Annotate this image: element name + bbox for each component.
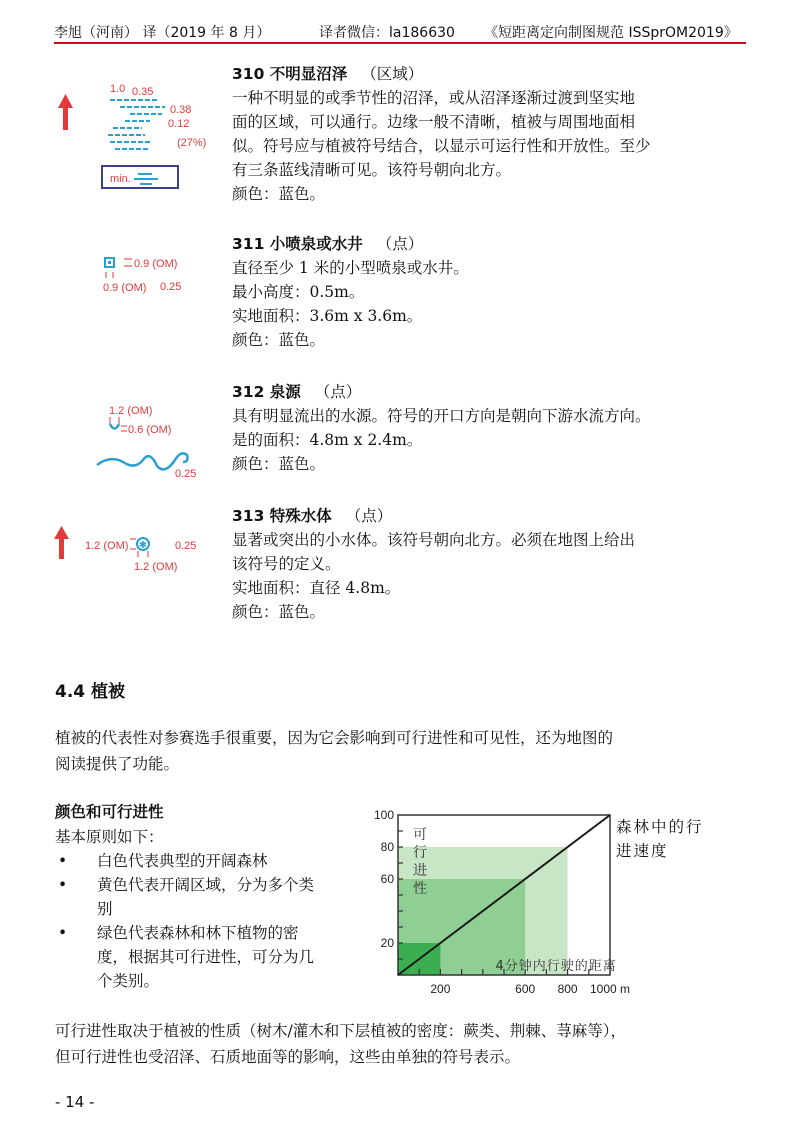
entry-line: 实地面积：3.6m x 3.6m。 [232, 307, 423, 325]
y-tick-label: 20 [380, 936, 394, 950]
entry-line: 显著或突出的小水体。该符号朝向北方。必须在地图上给出 [232, 531, 636, 549]
entry-313 [232, 504, 747, 624]
page-number: - 14 - [55, 1093, 95, 1111]
y-axis-label-char: 进 [413, 863, 427, 879]
section-outro: 可行进性取决于植被的性质（树木/灌木和下层植被的密度：蕨类、荆棘、荨麻等）， 但可行进性也受沼泽、石质地面等的影响，这些由单独的符号表示。 [55, 1022, 626, 1066]
bullet-icon: • [58, 924, 68, 942]
north-arrow-icon [54, 526, 69, 559]
dim-label: 0.9 (OM) [103, 282, 147, 294]
dim-label: 1.2 (OM) [109, 405, 153, 417]
entry-title: 311 小喷泉或水井 （点） [232, 235, 424, 253]
indistinct-marsh-symbol [50, 78, 230, 193]
dim-label: 0.25 [160, 281, 182, 293]
header-book-title: 《短距离定向制图规范 ISSprOM2019》 [484, 25, 738, 41]
svg-text:✱: ✱ [138, 540, 148, 551]
y-tick-label: 60 [380, 872, 394, 886]
list-item: • 绿色代表森林和林下植物的密 度，根据其可行进性，可分为几 个类别。 [55, 921, 365, 993]
entry-line: 实地面积：直径 4.8m。 [232, 579, 401, 597]
y-tick-label: 100 [373, 808, 394, 822]
x-tick-label: 200 [430, 982, 451, 996]
x-tick-label: 1000 m [589, 982, 631, 996]
principle-list [55, 849, 365, 993]
dim-label: 1.0 [110, 83, 126, 95]
min-label: min. [110, 173, 131, 185]
dim-label: (27%) [177, 137, 207, 149]
x-axis-label: 4分钟内行驶的距离 [495, 959, 617, 975]
entry-line: 最小高度：0.5m。 [232, 283, 365, 301]
chart-note: 森林中的行 进速度 [616, 818, 704, 860]
bullet-icon: • [58, 852, 68, 870]
y-tick-label: 80 [380, 840, 394, 854]
y-axis-label-char: 可 [413, 827, 427, 843]
entry-line: 颜色：蓝色。 [232, 185, 326, 203]
dim-label: 0.12 [168, 118, 190, 130]
entry-line: 颜色：蓝色。 [232, 603, 326, 621]
entry-line: 颜色：蓝色。 [232, 331, 326, 349]
small-well-symbol [100, 250, 230, 295]
dim-label: 1.2 (OM) [134, 561, 178, 573]
x-tick-label: 800 [557, 982, 578, 996]
entry-line: 面的区域，可以通行。边缘一般不清晰，植被与周围地面相 [232, 113, 636, 131]
list-item: • 白色代表典型的开阔森林 [55, 849, 365, 873]
dim-label: 1.2 (OM) [85, 540, 129, 552]
header-translator: 李旭（河南） 译（2019 年 8 月） [54, 25, 271, 41]
entry-line: 有三条蓝线清晰可见。该符号朝向北方。 [232, 161, 512, 179]
page-header [54, 20, 746, 44]
dim-label: 0.35 [132, 86, 154, 98]
entry-line: 具有明显流出的水源。符号的开口方向是朝向下游水流方向。 [232, 407, 651, 425]
entry-title: 313 特殊水体 （点） [232, 507, 393, 525]
dim-label: 0.25 [175, 468, 197, 480]
entry-line: 似。符号应与植被符号结合，以显示可运行性和开放性。至少 [232, 137, 651, 155]
basic-principles: 基本原则如下： [55, 828, 164, 846]
dim-label: 0.6 (OM) [128, 424, 172, 436]
entry-line: 该符号的定义。 [232, 555, 341, 573]
spring-symbol [95, 400, 235, 480]
y-axis-label-char: 行 [413, 845, 427, 861]
marsh-dashes [108, 100, 165, 149]
list-item: • 黄色代表开阔区域，分为多个类 别 [55, 873, 365, 921]
entry-310 [232, 62, 747, 206]
header-wechat: 译者微信：la186630 [319, 25, 455, 41]
entry-line: 颜色：蓝色。 [232, 455, 326, 473]
dim-label: 0.9 (OM) [134, 258, 178, 270]
bullet-icon: • [58, 876, 68, 894]
section-title: 4.4 植被 [55, 682, 126, 702]
entry-312 [232, 380, 747, 476]
entry-line: 是的面积：4.8m x 2.4m。 [232, 431, 423, 449]
runnability-chart [360, 805, 650, 1000]
y-axis-label-char: 性 [413, 881, 427, 897]
dim-label: 0.38 [170, 104, 192, 116]
subsection-title: 颜色和可行进性 [55, 803, 164, 821]
dim-label: 0.25 [175, 540, 197, 552]
special-water-feature-symbol [50, 525, 230, 575]
entry-line: 直径至少 1 米的小型喷泉或水井。 [232, 259, 469, 277]
north-arrow-icon [58, 94, 73, 130]
entry-line: 一种不明显的或季节性的沼泽，或从沼泽逐渐过渡到坚实地 [232, 89, 636, 107]
entry-311 [232, 232, 747, 352]
x-tick-label: 600 [515, 982, 536, 996]
entry-title: 310 不明显沼泽 （区域） [232, 65, 424, 83]
section-intro: 植被的代表性对参赛选手很重要，因为它会影响到可行进性和可见性，还为地图的 阅读提供了功能。 [55, 729, 614, 773]
entry-title: 312 泉源 （点） [232, 383, 362, 401]
